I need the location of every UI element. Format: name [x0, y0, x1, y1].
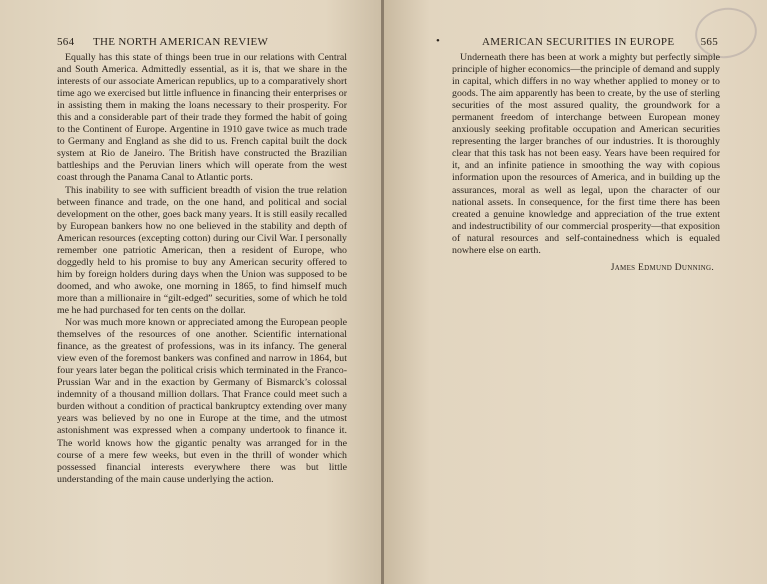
paragraph: This inability to see with sufficient breadth of vision the true relation between finance and trade, on the one hand, and political and social development on the other, goes back many years. It is still easily recalled by European bankers how no one believed in the stability and depth of American resources (excepting cotton) during our Civil War. I personally remember one patriotic American, then a resident of Europe, who doggedly held to his promise to buy any American security offered to him by foreign holders during days when the Union was supposed to be doomed, and who awoke, one morning in 1865, to find himself much more than a millionaire in “gilt-edged” securities, some of which he told me he had purchased for ten cents on the dollar. — [57, 184, 347, 316]
paragraph: Underneath there has been at work a mighty but perfectly simple principle of higher economics—the principle of demand and supply in capital, which differs in no way whether applied to money or to goods. The aim apparently has been to create, by the use of sterling securities of the most assured quality, the groundwork for a permanent freedom of interchange between European money anxiously seeking profitable occupation and American securities representing the larger branches of our industries. It is thoroughly clear that this task has not been easy. Years have been required for it, and an infinite patience in smoothing the way with copious information upon the resources of America, and in building up the assurances, moral as well as legal, upon the character of our national assets. In consequence, for the first time there has been created a genuine knowledge and appreciation of the true extent and indestructibility of our commercial prosperity—that exposition of natural resources and self-containedness which is equaled nowhere else on earth. — [452, 52, 720, 256]
running-title: THE NORTH AMERICAN REVIEW — [93, 36, 269, 48]
left-page — [0, 0, 383, 584]
right-page-body — [452, 52, 720, 274]
page-number: 564 — [57, 36, 75, 48]
paragraph: Nor was much more known or appreciated among the European people themselves of the resources of one another. Scientific international finance, as the greatest of professions, was in its infancy. The general view even of the foremost bankers was confined and narrow in 1864, but four years later began the political crisis which terminated in the Franco-Prussian War and in the exaction by Germany of Bismarck’s colossal indemnity of a thousand million dollars. That France could meet such a burden without a condition of practical bankruptcy extending over many years was believed by no one in Europe at the time, and the utmost astonishment was expressed when a company undertook to finance it. The world knows how the gigantic penalty was arranged for in the course of a mere few weeks, but even in the thrill of wonder which possessed financial interests everywhere there was but little understanding of the main cause underlying the action. — [57, 317, 347, 485]
left-page-body — [57, 52, 347, 486]
paragraph: Equally has this state of things been true in our relations with Central and South America. Admittedly essential, as it is, that we share in the interests of our associate American republics, up to a comparatively short time ago we exercised but little influence in financing their enterprises or in assisting them in making the loans necessary to their prosperity. For this and a considerable part of their trade they formed the habit of going to the Continent of Europe. Argentine in 1910 gave twice as much trade to Germany and England as she did to us. French capital built the dock system at Rio de Janeiro. The British have constructed the Brazilian battleships and the Peruvian liners which will operate from the west coast through the Panama Canal to Atlantic ports. — [57, 52, 347, 184]
header-bullet-icon: • — [436, 35, 441, 47]
running-title: AMERICAN SECURITIES IN EUROPE — [482, 36, 675, 48]
right-page — [384, 0, 767, 584]
page-number: 565 — [700, 36, 718, 48]
author-signature: James Edmund Dunning. — [610, 262, 714, 273]
